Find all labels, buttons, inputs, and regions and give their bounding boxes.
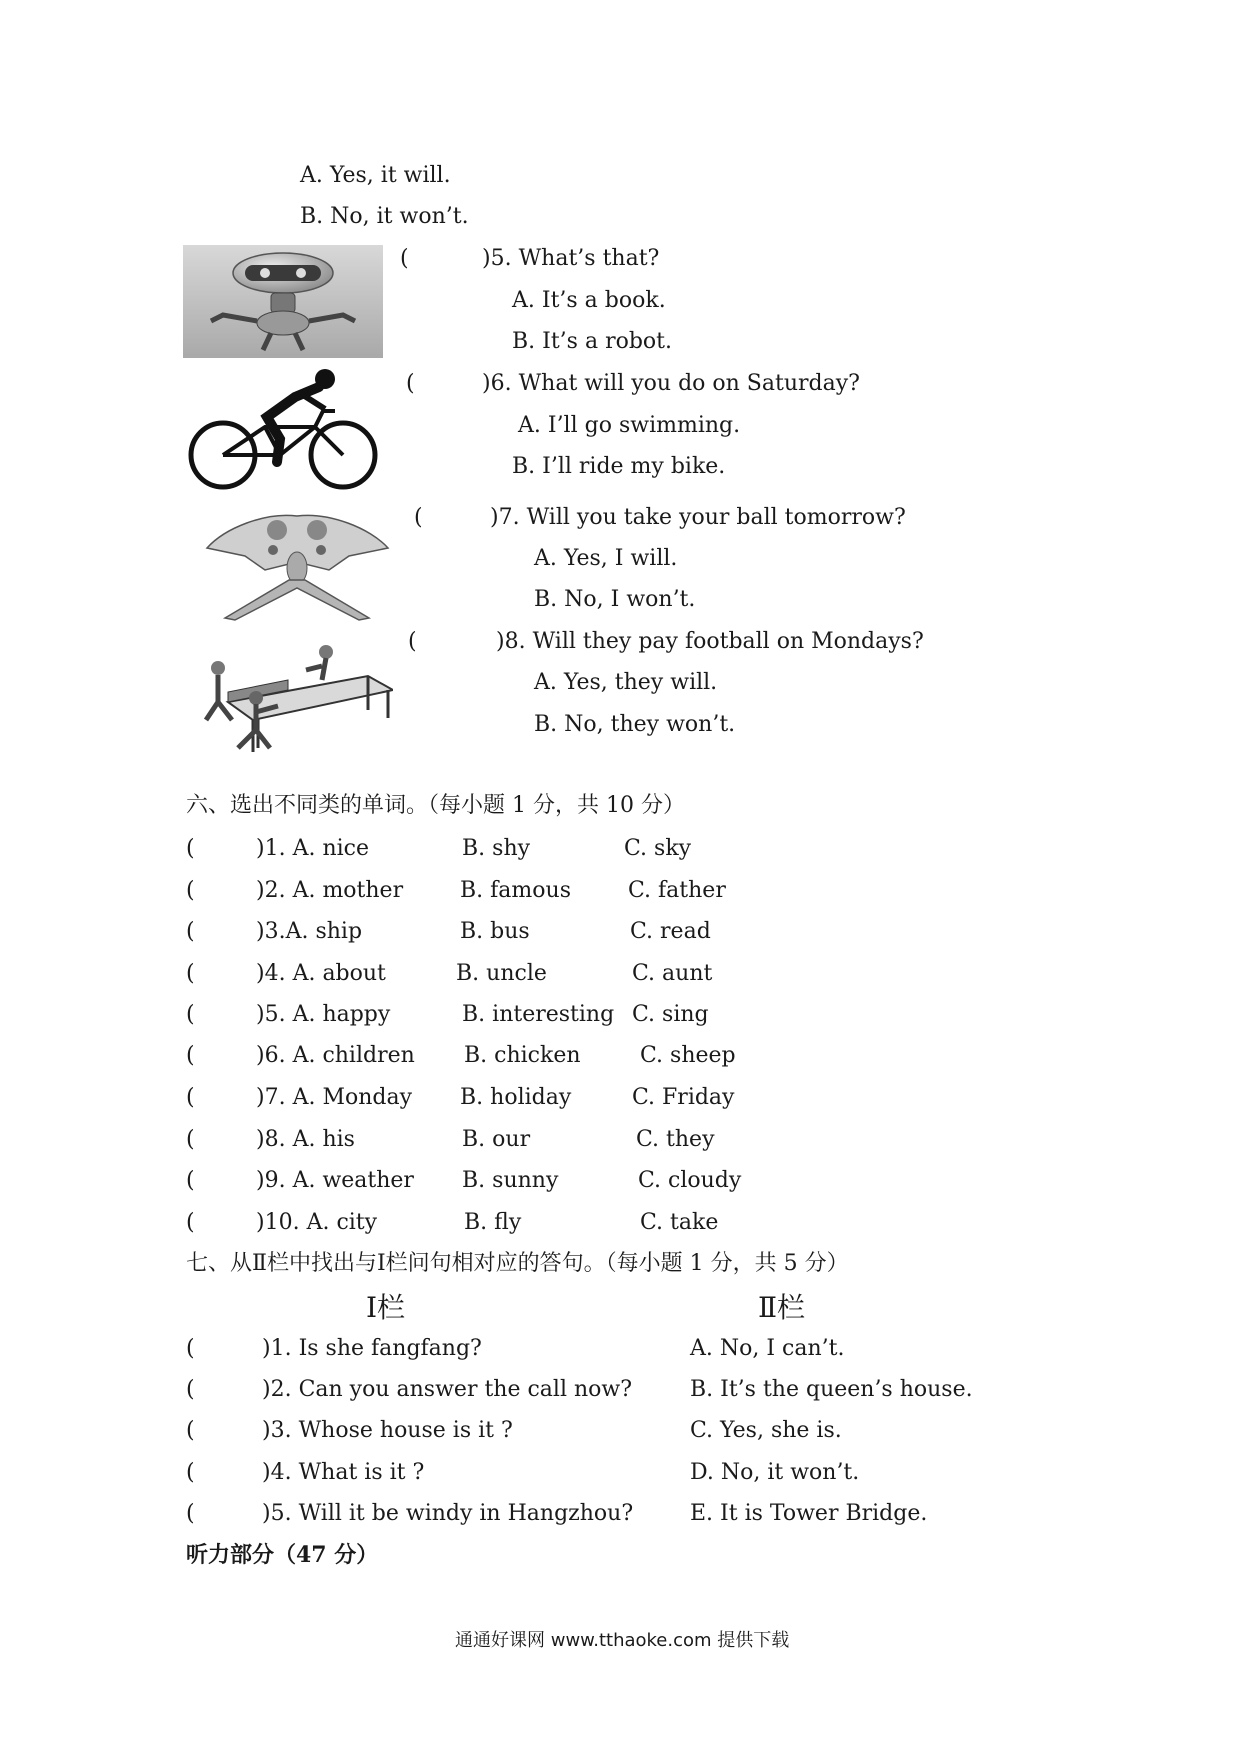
table-tennis-picture bbox=[198, 640, 393, 755]
q6-paren: ( bbox=[406, 371, 415, 396]
part6-row5-c: C. sing bbox=[632, 1002, 709, 1027]
part6-row5-b: B. interesting bbox=[462, 1002, 615, 1027]
part7-row2-paren: ( bbox=[186, 1377, 195, 1402]
footer-credit: 通通好课网 www.tthaoke.com 提供下载 bbox=[455, 1630, 790, 1651]
part7-title: 七、从Ⅱ栏中找出与Ⅰ栏问句相对应的答句。（每小题 1 分，共 5 分） bbox=[186, 1251, 849, 1276]
part6-row1-b: B. shy bbox=[462, 836, 531, 861]
part7-row3-question: )3. Whose house is it ? bbox=[262, 1418, 513, 1443]
q8-option-a: A. Yes, they will. bbox=[534, 670, 718, 695]
part6-row1-c: C. sky bbox=[624, 836, 692, 861]
part6-row7-a: )7. A. Monday bbox=[256, 1085, 413, 1110]
part6-row7-b: B. holiday bbox=[460, 1085, 572, 1110]
part6-row8-paren: ( bbox=[186, 1127, 195, 1152]
part7-row3-answer: C. Yes, she is. bbox=[690, 1418, 842, 1443]
part6-row10-a: )10. A. city bbox=[256, 1210, 378, 1235]
part7-row2-question: )2. Can you answer the call now? bbox=[262, 1377, 633, 1402]
q5-paren: ( bbox=[400, 246, 409, 271]
q6-option-a: A. I’ll go swimming. bbox=[518, 413, 741, 438]
part6-row4-c: C. aunt bbox=[632, 961, 713, 986]
robot-picture bbox=[183, 245, 383, 358]
q5-option-a: A. It’s a book. bbox=[512, 288, 666, 313]
part6-row8-b: B. our bbox=[462, 1127, 531, 1152]
q7-question: )7. Will you take your ball tomorrow? bbox=[490, 505, 906, 530]
part6-row3-a: )3.A. ship bbox=[256, 919, 363, 944]
part6-row8-c: C. they bbox=[636, 1127, 715, 1152]
part6-row3-paren: ( bbox=[186, 919, 195, 944]
q6-question: )6. What will you do on Saturday? bbox=[482, 371, 860, 396]
cyclist-picture bbox=[185, 367, 385, 492]
part7-row2-answer: B. It’s the queen’s house. bbox=[690, 1377, 973, 1402]
part7-row1-answer: A. No, I can’t. bbox=[690, 1336, 845, 1361]
part6-row9-a: )9. A. weather bbox=[256, 1168, 414, 1193]
q6-option-b: B. I’ll ride my bike. bbox=[512, 454, 726, 479]
part6-row6-paren: ( bbox=[186, 1043, 195, 1068]
part7-row4-answer: D. No, it won’t. bbox=[690, 1460, 860, 1485]
q7-option-a: A. Yes, I will. bbox=[534, 546, 678, 571]
part7-row3-paren: ( bbox=[186, 1418, 195, 1443]
part6-row10-c: C. take bbox=[640, 1210, 719, 1235]
part6-row4-paren: ( bbox=[186, 961, 195, 986]
listening-section-title: 听力部分（47 分） bbox=[186, 1542, 379, 1568]
part6-row9-paren: ( bbox=[186, 1168, 195, 1193]
part6-row2-b: B. famous bbox=[460, 878, 571, 903]
part7-row5-question: )5. Will it be windy in Hangzhou? bbox=[262, 1501, 634, 1526]
part6-row10-b: B. fly bbox=[464, 1210, 522, 1235]
part6-row2-a: )2. A. mother bbox=[256, 878, 404, 903]
part6-row1-paren: ( bbox=[186, 836, 195, 861]
part7-row1-paren: ( bbox=[186, 1336, 195, 1361]
part6-row6-a: )6. A. children bbox=[256, 1043, 415, 1068]
part6-row7-paren: ( bbox=[186, 1085, 195, 1110]
q4-option-a: A. Yes, it will. bbox=[300, 163, 451, 188]
part6-row2-paren: ( bbox=[186, 878, 195, 903]
q8-paren: ( bbox=[408, 629, 417, 654]
part6-row3-b: B. bus bbox=[460, 919, 530, 944]
q8-option-b: B. No, they won’t. bbox=[534, 712, 736, 737]
q5-question: )5. What’s that? bbox=[482, 246, 660, 271]
part6-title: 六、选出不同类的单词。（每小题 1 分，共 10 分） bbox=[186, 793, 685, 818]
q7-paren: ( bbox=[414, 505, 423, 530]
part7-row5-answer: E. It is Tower Bridge. bbox=[690, 1501, 928, 1526]
part6-row6-b: B. chicken bbox=[464, 1043, 581, 1068]
q8-question: )8. Will they pay football on Mondays? bbox=[496, 629, 924, 654]
part6-row4-a: )4. A. about bbox=[256, 961, 386, 986]
q7-option-b: B. No, I won’t. bbox=[534, 587, 696, 612]
part6-row9-b: B. sunny bbox=[462, 1168, 559, 1193]
part6-row5-paren: ( bbox=[186, 1002, 195, 1027]
part6-row1-a: )1. A. nice bbox=[256, 836, 369, 861]
part6-row9-c: C. cloudy bbox=[638, 1168, 742, 1193]
part7-row4-paren: ( bbox=[186, 1460, 195, 1485]
part7-col2-header: Ⅱ栏 bbox=[758, 1291, 806, 1324]
part6-row8-a: )8. A. his bbox=[256, 1127, 355, 1152]
part6-row4-b: B. uncle bbox=[456, 961, 547, 986]
part6-row7-c: C. Friday bbox=[632, 1085, 735, 1110]
q4-option-b: B. No, it won’t. bbox=[300, 204, 469, 229]
part6-row10-paren: ( bbox=[186, 1210, 195, 1235]
part7-col1-header: Ⅰ栏 bbox=[366, 1291, 406, 1324]
kite-picture bbox=[205, 508, 390, 623]
part7-row5-paren: ( bbox=[186, 1501, 195, 1526]
part7-row4-question: )4. What is it ? bbox=[262, 1460, 425, 1485]
part6-row5-a: )5. A. happy bbox=[256, 1002, 391, 1027]
q5-option-b: B. It’s a robot. bbox=[512, 329, 672, 354]
part7-row1-question: )1. Is she fangfang? bbox=[262, 1336, 482, 1361]
part6-row2-c: C. father bbox=[628, 878, 726, 903]
part6-row3-c: C. read bbox=[630, 919, 711, 944]
part6-row6-c: C. sheep bbox=[640, 1043, 736, 1068]
